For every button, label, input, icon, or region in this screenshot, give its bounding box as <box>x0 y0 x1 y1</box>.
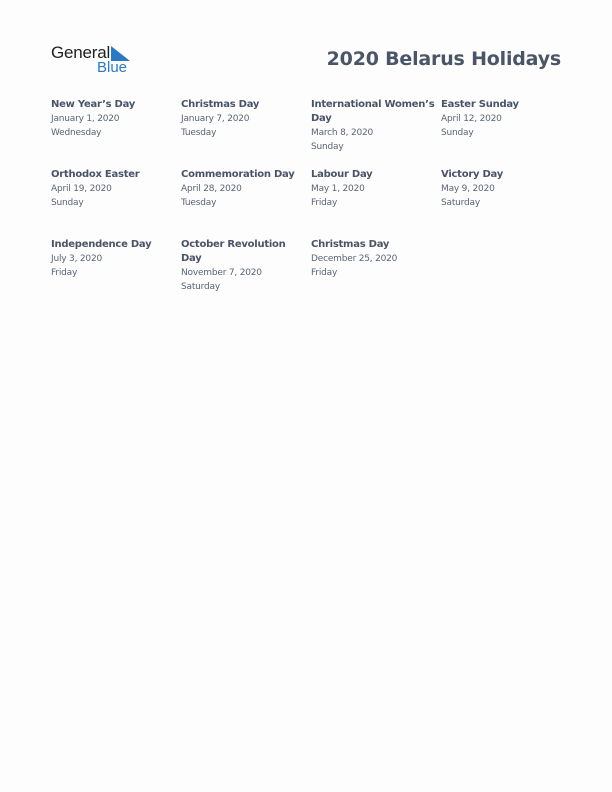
holiday-weekday: Saturday <box>181 282 220 292</box>
holiday-weekday: Sunday <box>311 142 344 152</box>
holiday-item <box>181 168 307 210</box>
holiday-weekday: Friday <box>51 268 78 278</box>
holiday-date: July 3, 2020 <box>51 254 102 264</box>
holiday-item <box>441 98 567 140</box>
holiday-item <box>311 168 437 210</box>
holiday-name: Independence Day <box>51 239 152 250</box>
holiday-weekday: Friday <box>311 268 338 278</box>
page-title: 2020 Belarus Holidays <box>326 48 561 70</box>
holiday-date: May 9, 2020 <box>441 184 495 194</box>
holiday-weekday: Saturday <box>441 198 480 208</box>
holiday-item <box>181 238 307 294</box>
holiday-weekday: Tuesday <box>181 128 217 138</box>
holiday-weekday: Sunday <box>441 128 474 138</box>
holiday-item <box>51 238 177 280</box>
holiday-date: January 7, 2020 <box>181 114 250 124</box>
brand-logo <box>51 43 133 79</box>
holiday-name: Orthodox Easter <box>51 169 140 180</box>
logo-word-blue: Blue <box>97 59 128 76</box>
holiday-item <box>311 238 437 280</box>
holiday-name: Easter Sunday <box>441 99 519 110</box>
holiday-date: April 28, 2020 <box>181 184 242 194</box>
holiday-name: Christmas Day <box>311 239 390 250</box>
holiday-name: Labour Day <box>311 169 373 180</box>
holiday-date: April 12, 2020 <box>441 114 502 124</box>
holiday-weekday: Friday <box>311 198 338 208</box>
holiday-item <box>311 98 437 154</box>
holiday-name: Victory Day <box>441 169 504 180</box>
holiday-weekday: Tuesday <box>181 198 217 208</box>
holiday-item <box>51 168 177 210</box>
holiday-name: Commemoration Day <box>181 169 295 180</box>
holiday-date: April 19, 2020 <box>51 184 112 194</box>
holiday-date: May 1, 2020 <box>311 184 365 194</box>
holiday-item <box>441 168 567 210</box>
holiday-name: Christmas Day <box>181 99 260 110</box>
logo-word-general: General <box>51 43 111 62</box>
holiday-name: New Year’s Day <box>51 99 136 110</box>
holiday-item <box>51 98 177 140</box>
holiday-item <box>181 98 307 140</box>
holiday-weekday: Wednesday <box>51 128 102 138</box>
holiday-date: March 8, 2020 <box>311 128 374 138</box>
holiday-weekday: Sunday <box>51 198 84 208</box>
holiday-name: October Revolution Day <box>181 239 286 264</box>
holiday-date: November 7, 2020 <box>181 268 262 278</box>
holiday-date: December 25, 2020 <box>311 254 398 264</box>
holiday-name: International Women’s Day <box>311 99 435 124</box>
holiday-date: January 1, 2020 <box>51 114 120 124</box>
